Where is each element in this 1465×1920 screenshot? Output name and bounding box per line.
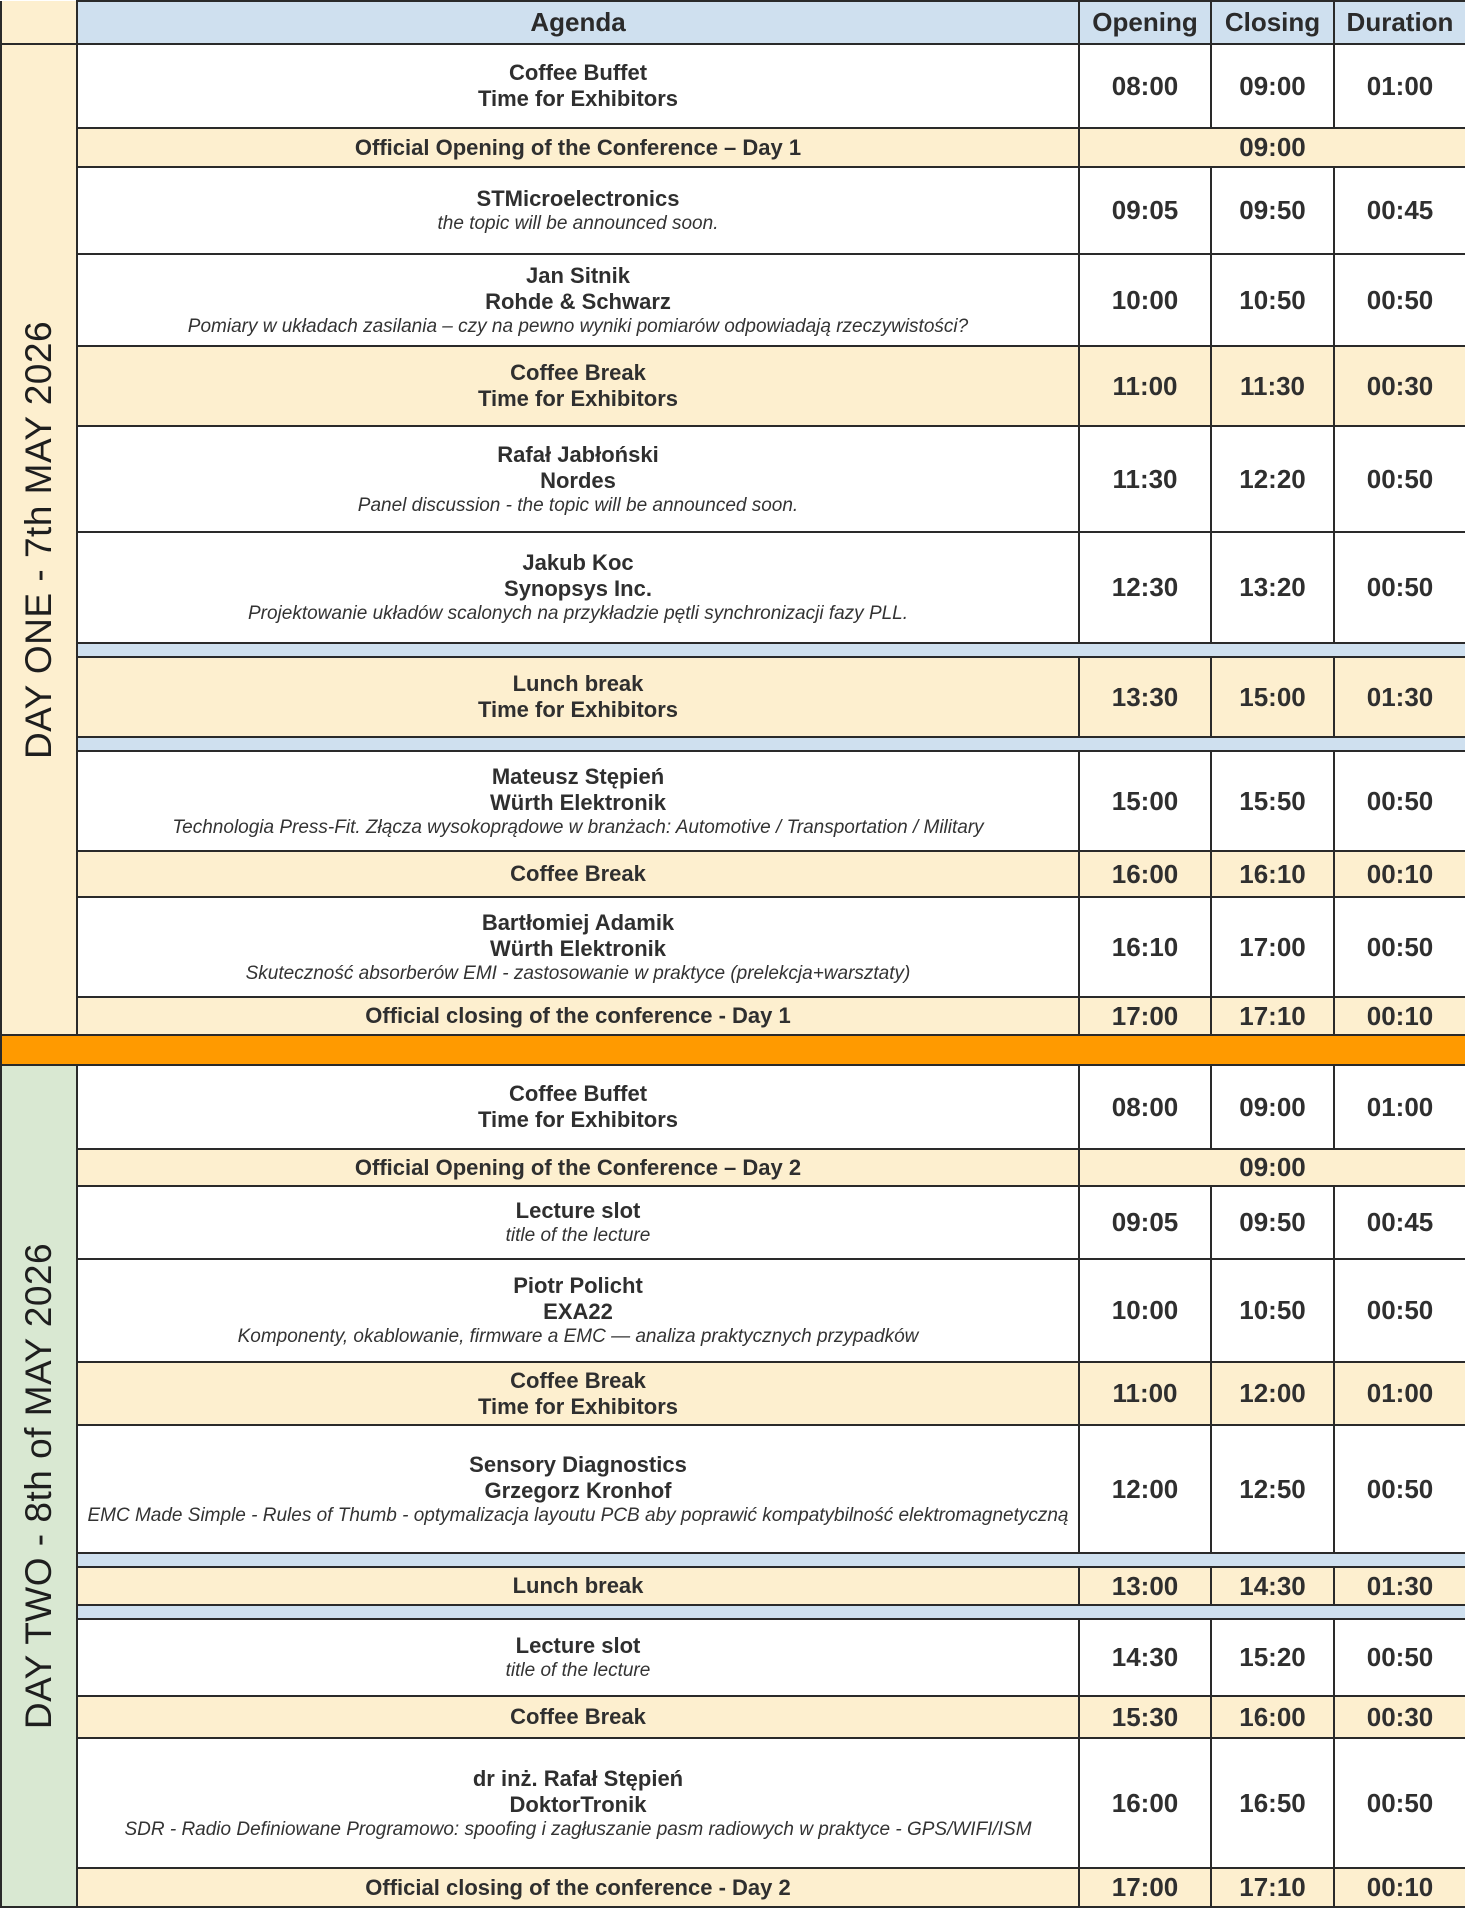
agenda-cell bbox=[77, 532, 1079, 643]
agenda-row bbox=[1, 1065, 1465, 1149]
opening-time: 09:05 bbox=[1079, 167, 1211, 254]
session-subtitle: DoktorTronik bbox=[509, 1791, 647, 1817]
agenda-row bbox=[1, 532, 1465, 643]
closing-time: 11:30 bbox=[1211, 346, 1334, 426]
session-topic: Technologia Press-Fit. Złącza wysokoprądowe w branżach: Automotive / Transportation / Military bbox=[172, 816, 984, 838]
day1-label-cell bbox=[1, 44, 77, 1035]
session-title: Bartłomiej Adamik bbox=[481, 909, 675, 935]
opening-time: 10:00 bbox=[1079, 254, 1211, 346]
duration-time: 00:10 bbox=[1334, 1868, 1465, 1907]
agenda-row bbox=[1, 1696, 1465, 1738]
day2-label-cell bbox=[1, 1065, 77, 1907]
header-closing: Closing bbox=[1211, 1, 1334, 44]
agenda-cell bbox=[77, 1186, 1079, 1259]
duration-time: 01:30 bbox=[1334, 1567, 1465, 1605]
duration-time: 01:00 bbox=[1334, 1362, 1465, 1425]
session-title: Lunch break bbox=[512, 1573, 644, 1598]
agenda-row bbox=[1, 1259, 1465, 1362]
session-title: Lecture slot bbox=[515, 1198, 641, 1223]
session-title: Lunch break bbox=[512, 671, 644, 696]
closing-time: 17:10 bbox=[1211, 1868, 1334, 1907]
opening-time: 16:00 bbox=[1079, 1738, 1211, 1868]
agenda-cell bbox=[77, 851, 1079, 897]
agenda-cell bbox=[77, 997, 1079, 1035]
session-subtitle: Rohde & Schwarz bbox=[485, 288, 671, 314]
session-subtitle: Grzegorz Kronhof bbox=[484, 1477, 672, 1503]
opening-time: 11:00 bbox=[1079, 346, 1211, 426]
session-title: Mateusz Stępień bbox=[491, 763, 665, 789]
duration-time: 01:30 bbox=[1334, 657, 1465, 737]
agenda-cell bbox=[77, 1868, 1079, 1907]
agenda-cell bbox=[77, 1362, 1079, 1425]
duration-time: 00:10 bbox=[1334, 997, 1465, 1035]
session-title: Sensory Diagnostics bbox=[469, 1451, 687, 1477]
agenda-row bbox=[1, 167, 1465, 254]
session-topic: EMC Made Simple - Rules of Thumb - optymalizacja layoutu PCB aby poprawić kompatybilność elektromagnetyczną bbox=[87, 1504, 1069, 1526]
agenda-row bbox=[1, 1186, 1465, 1259]
agenda-row bbox=[1, 254, 1465, 346]
session-subtitle: Nordes bbox=[540, 467, 616, 493]
opening-time: 16:10 bbox=[1079, 897, 1211, 997]
session-title: Piotr Policht bbox=[513, 1273, 643, 1298]
session-title: Coffee Break bbox=[510, 1704, 646, 1729]
opening-time: 13:00 bbox=[1079, 1567, 1211, 1605]
agenda-row bbox=[1, 657, 1465, 737]
opening-time: 11:00 bbox=[1079, 1362, 1211, 1425]
opening-time: 13:30 bbox=[1079, 657, 1211, 737]
agenda-cell bbox=[77, 1065, 1079, 1149]
session-subtitle: Time for Exhibitors bbox=[477, 1107, 679, 1132]
agenda-row bbox=[1, 1149, 1465, 1186]
closing-time: 15:00 bbox=[1211, 657, 1334, 737]
session-title: Lecture slot bbox=[515, 1633, 641, 1658]
agenda-row bbox=[1, 128, 1465, 167]
day2-label: DAY TWO - 8th of MAY 2026 bbox=[18, 1242, 59, 1730]
closing-time: 17:10 bbox=[1211, 997, 1334, 1035]
opening-time: 14:30 bbox=[1079, 1619, 1211, 1696]
opening-time: 08:00 bbox=[1079, 44, 1211, 128]
agenda-body bbox=[1, 44, 1465, 1907]
duration-time: 00:50 bbox=[1334, 1259, 1465, 1362]
session-subtitle: Time for Exhibitors bbox=[477, 697, 679, 722]
agenda-cell bbox=[77, 1149, 1079, 1186]
closing-time: 16:10 bbox=[1211, 851, 1334, 897]
agenda-cell bbox=[77, 897, 1079, 997]
agenda-cell bbox=[77, 167, 1079, 254]
agenda-row bbox=[1, 1425, 1465, 1553]
opening-time: 12:30 bbox=[1079, 532, 1211, 643]
opening-time: 09:00 bbox=[1079, 128, 1465, 167]
session-title: dr inż. Rafał Stępień bbox=[472, 1765, 684, 1791]
agenda-cell bbox=[77, 128, 1079, 167]
agenda-cell bbox=[77, 751, 1079, 851]
session-subtitle: Synopsys Inc. bbox=[504, 576, 652, 601]
agenda-cell bbox=[77, 1567, 1079, 1605]
session-subtitle: Würth Elektronik bbox=[489, 935, 666, 961]
closing-time: 16:50 bbox=[1211, 1738, 1334, 1868]
duration-time: 00:50 bbox=[1334, 1425, 1465, 1553]
closing-time: 12:20 bbox=[1211, 426, 1334, 532]
opening-time: 17:00 bbox=[1079, 997, 1211, 1035]
separator-row bbox=[1, 643, 1465, 657]
agenda-row bbox=[1, 1619, 1465, 1696]
agenda-row bbox=[1, 346, 1465, 426]
agenda-row bbox=[1, 851, 1465, 897]
separator-bar bbox=[77, 643, 1465, 657]
session-subtitle: Time for Exhibitors bbox=[477, 86, 679, 111]
agenda-cell bbox=[77, 1619, 1079, 1696]
session-title: Official Opening of the Conference – Day 2 bbox=[354, 1154, 802, 1180]
session-title: Coffee Break bbox=[510, 1367, 646, 1393]
agenda-row bbox=[1, 897, 1465, 997]
day1-label: DAY ONE - 7th MAY 2026 bbox=[18, 320, 59, 759]
duration-time: 00:50 bbox=[1334, 1619, 1465, 1696]
opening-time: 09:05 bbox=[1079, 1186, 1211, 1259]
session-title: Jakub Koc bbox=[522, 550, 634, 575]
agenda-row bbox=[1, 1362, 1465, 1425]
session-topic: the topic will be announced soon. bbox=[437, 213, 719, 234]
agenda-cell bbox=[77, 1696, 1079, 1738]
closing-time: 15:50 bbox=[1211, 751, 1334, 851]
opening-time: 08:00 bbox=[1079, 1065, 1211, 1149]
opening-time: 09:00 bbox=[1079, 1149, 1465, 1186]
closing-time: 15:20 bbox=[1211, 1619, 1334, 1696]
agenda-row bbox=[1, 1868, 1465, 1907]
session-subtitle: EXA22 bbox=[543, 1299, 613, 1324]
opening-time: 11:30 bbox=[1079, 426, 1211, 532]
closing-time: 16:00 bbox=[1211, 1696, 1334, 1738]
duration-time: 00:50 bbox=[1334, 897, 1465, 997]
closing-time: 09:00 bbox=[1211, 1065, 1334, 1149]
agenda-row bbox=[1, 751, 1465, 851]
duration-time: 00:50 bbox=[1334, 751, 1465, 851]
session-topic: Pomiary w układach zasilania – czy na pewno wyniki pomiarów odpowiadają rzeczywistości? bbox=[187, 315, 969, 337]
session-subtitle: Time for Exhibitors bbox=[477, 1393, 679, 1419]
opening-time: 10:00 bbox=[1079, 1259, 1211, 1362]
opening-time: 15:00 bbox=[1079, 751, 1211, 851]
agenda-cell bbox=[77, 1425, 1079, 1553]
agenda-row bbox=[1, 426, 1465, 532]
agenda-cell bbox=[77, 254, 1079, 346]
closing-time: 12:00 bbox=[1211, 1362, 1334, 1425]
agenda-row bbox=[1, 44, 1465, 128]
agenda-cell bbox=[77, 1259, 1079, 1362]
closing-time: 17:00 bbox=[1211, 897, 1334, 997]
session-title: Official closing of the conference - Day 1 bbox=[365, 1003, 791, 1028]
closing-time: 10:50 bbox=[1211, 1259, 1334, 1362]
opening-time: 17:00 bbox=[1079, 1868, 1211, 1907]
session-topic: title of the lecture bbox=[505, 1225, 651, 1246]
session-topic: Skuteczność absorberów EMI - zastosowanie w praktyce (prelekcja+warsztaty) bbox=[245, 962, 911, 984]
session-title: Coffee Buffet bbox=[508, 60, 648, 85]
duration-time: 00:45 bbox=[1334, 167, 1465, 254]
duration-time: 01:00 bbox=[1334, 44, 1465, 128]
session-topic: title of the lecture bbox=[505, 1660, 651, 1681]
separator-bar bbox=[77, 1553, 1465, 1567]
separator-row bbox=[1, 737, 1465, 751]
session-title: Official Opening of the Conference – Day 1 bbox=[354, 134, 802, 160]
agenda-cell bbox=[77, 1738, 1079, 1868]
closing-time: 09:00 bbox=[1211, 44, 1334, 128]
session-title: Coffee Buffet bbox=[508, 1081, 648, 1106]
agenda-cell bbox=[77, 657, 1079, 737]
duration-time: 00:50 bbox=[1334, 254, 1465, 346]
agenda-row bbox=[1, 1738, 1465, 1868]
session-topic: Panel discussion - the topic will be announced soon. bbox=[357, 494, 799, 516]
session-title: STMicroelectronics bbox=[476, 186, 680, 211]
day-divider bbox=[1, 1035, 1465, 1065]
duration-time: 00:50 bbox=[1334, 532, 1465, 643]
duration-time: 00:30 bbox=[1334, 1696, 1465, 1738]
separator-bar bbox=[77, 1605, 1465, 1619]
session-title: Rafał Jabłoński bbox=[497, 441, 659, 467]
header-agenda: Agenda bbox=[77, 1, 1079, 44]
duration-time: 01:00 bbox=[1334, 1065, 1465, 1149]
closing-time: 13:20 bbox=[1211, 532, 1334, 643]
closing-time: 09:50 bbox=[1211, 167, 1334, 254]
opening-time: 12:00 bbox=[1079, 1425, 1211, 1553]
session-topic: SDR - Radio Definiowane Programowo: spoofing i zagłuszanie pasm radiowych w praktyce - GPS/WIFI/ISM bbox=[124, 1818, 1032, 1840]
duration-time: 00:10 bbox=[1334, 851, 1465, 897]
header-row bbox=[1, 1, 1465, 44]
agenda-row bbox=[1, 997, 1465, 1035]
header-duration: Duration bbox=[1334, 1, 1465, 44]
opening-time: 16:00 bbox=[1079, 851, 1211, 897]
duration-time: 00:50 bbox=[1334, 426, 1465, 532]
separator-row bbox=[1, 1553, 1465, 1567]
separator-row bbox=[1, 1605, 1465, 1619]
session-topic: Projektowanie układów scalonych na przykładzie pętli synchronizacji fazy PLL. bbox=[247, 603, 909, 624]
session-subtitle: Würth Elektronik bbox=[489, 789, 666, 815]
session-title: Jan Sitnik bbox=[526, 262, 630, 288]
agenda-row bbox=[1, 1567, 1465, 1605]
closing-time: 09:50 bbox=[1211, 1186, 1334, 1259]
duration-time: 00:45 bbox=[1334, 1186, 1465, 1259]
agenda-cell bbox=[77, 426, 1079, 532]
duration-time: 00:50 bbox=[1334, 1738, 1465, 1868]
day-divider-bar bbox=[1, 1035, 1465, 1065]
session-title: Official closing of the conference - Day 2 bbox=[365, 1874, 791, 1900]
duration-time: 00:30 bbox=[1334, 346, 1465, 426]
agenda-cell bbox=[77, 44, 1079, 128]
agenda-cell bbox=[77, 346, 1079, 426]
closing-time: 10:50 bbox=[1211, 254, 1334, 346]
separator-bar bbox=[77, 737, 1465, 751]
header-corner bbox=[1, 1, 77, 44]
session-title: Coffee Break bbox=[510, 360, 646, 385]
header-opening: Opening bbox=[1079, 1, 1211, 44]
session-subtitle: Time for Exhibitors bbox=[477, 386, 679, 411]
session-topic: Komponenty, okablowanie, firmware a EMC — analiza praktycznych przypadków bbox=[237, 1326, 919, 1347]
opening-time: 15:30 bbox=[1079, 1696, 1211, 1738]
closing-time: 12:50 bbox=[1211, 1425, 1334, 1553]
session-title: Coffee Break bbox=[510, 861, 646, 886]
closing-time: 14:30 bbox=[1211, 1567, 1334, 1605]
